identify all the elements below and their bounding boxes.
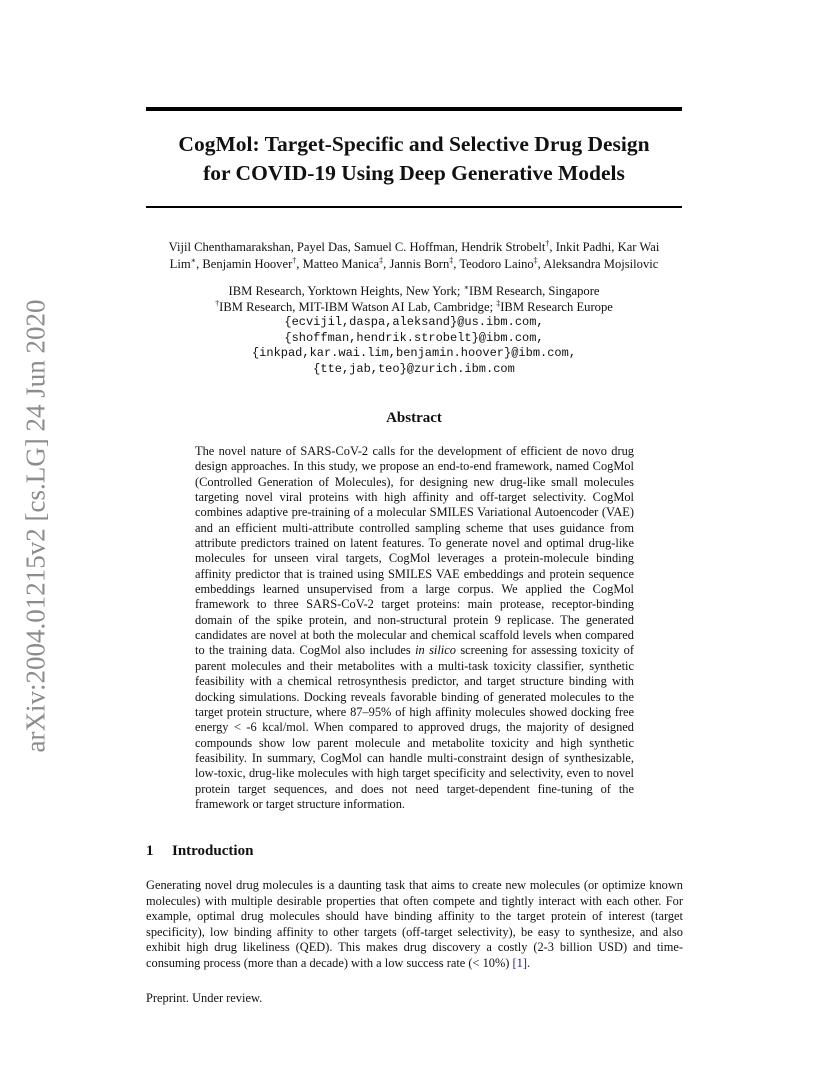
introduction-paragraph: Generating novel drug molecules is a daunting task that aims to create new molecules (or optimize known molecules) with multiple desirable properties that often compete and tightly interact with each other. For example, optimal drug molecules should have binding affinity to the target protein of interest (target specificity), low binding affinity to other targets (off-target selectivity), be easy to synthesize, and also exhibit high drug likeliness (QED). This makes drug discovery a costly (2-3 billion USD) and time-consuming process (more than a decade) with a low success rate (< 10%) [1]. [146, 878, 683, 970]
title-line-2: for COVID-19 Using Deep Generative Models [203, 161, 625, 185]
author-line-1: Vijil Chenthamarakshan, Payel Das, Samuel C. Hoffman, Hendrik Strobelt†, Inkit Padhi, Kar Wai [168, 238, 660, 254]
email-line: {tte,jab,teo}@zurich.ibm.com [313, 361, 515, 376]
section-number: 1 [146, 843, 154, 859]
footer-note: Preprint. Under review. [146, 991, 263, 1005]
abstract-heading: Abstract [386, 410, 442, 426]
email-line: {ecvijil,daspa,aleksand}@us.ibm.com, [284, 315, 544, 329]
author-list [146, 239, 682, 272]
email-line: {shoffman,hendrik.strobelt}@ibm.com, [284, 330, 544, 345]
title-line-1: CogMol: Target-Specific and Selective Drug Design [178, 132, 650, 156]
paper-title [146, 130, 682, 188]
author-line-2: Lim∗, Benjamin Hoover†, Matteo Manica‡, Jannis Born‡, Teodoro Laino‡, Aleksandra Mojsilovic [169, 255, 659, 271]
affiliation-line-1: IBM Research, Yorktown Heights, New York; ∗IBM Research, Singapore [228, 282, 600, 298]
title-rule-bottom [146, 206, 682, 208]
abstract-body: The novel nature of SARS-CoV-2 calls for the development of efficient de novo drug design approaches. In this study, we propose an end-to-end framework, named CogMol (Controlled Generation of Molecules), for designing new drug-like small molecules targeting novel viral proteins with high affinity and off-target selectivity. CogMol combines adaptive pre-training of a molecular SMILES Variational Autoencoder (VAE) and an efficient multi-attribute controlled sampling scheme that uses guidance from attribute predictors trained on latent features. To generate novel and optimal drug-like molecules for unseen viral targets, CogMol leverages a protein-molecule binding affinity predictor that is trained using SMILES VAE embeddings and protein sequence embeddings learned unsupervised from a large corpus. We applied the CogMol framework to three SARS-CoV-2 target proteins: main protease, receptor-binding domain of the spike protein, and non-structural protein 9 replicase. The generated candidates are novel at both the molecular and chemical scaffold levels when compared to the training data. CogMol also includes in silico screening for assessing toxicity of parent molecules and their metabolites with a multi-task toxicity classifier, synthetic feasibility with a chemical retrosynthesis predictor, and target structure binding with docking simulations. Docking reveals favorable binding of generated molecules to the target protein structure, where 87–95% of high affinity molecules showed docking free energy < -6 kcal/mol. When compared to approved drugs, the majority of designed compounds show low parent molecule and metabolite toxicity and high synthetic feasibility. In summary, CogMol can handle multi-constraint design of synthesizable, low-toxic, drug-like molecules with high target specificity and selectivity, even to novel protein target sequences, and does not need target-dependent fine-tuning of the framework or target structure information. [195, 444, 634, 811]
title-rule-top [146, 107, 682, 111]
citation-link[interactable]: [1] [512, 955, 527, 970]
email-line: {inkpad,kar.wai.lim,benjamin.hoover}@ibm.com, [251, 346, 577, 360]
section-title: Introduction [172, 843, 254, 859]
affiliation-line-2: †IBM Research, MIT-IBM Watson AI Lab, Cambridge; ‡IBM Research Europe [215, 298, 613, 314]
affiliations [146, 284, 682, 377]
arxiv-stamp: arXiv:2004.01215v2 [cs.LG] 24 Jun 2020 [20, 299, 51, 753]
section-heading [146, 843, 253, 860]
